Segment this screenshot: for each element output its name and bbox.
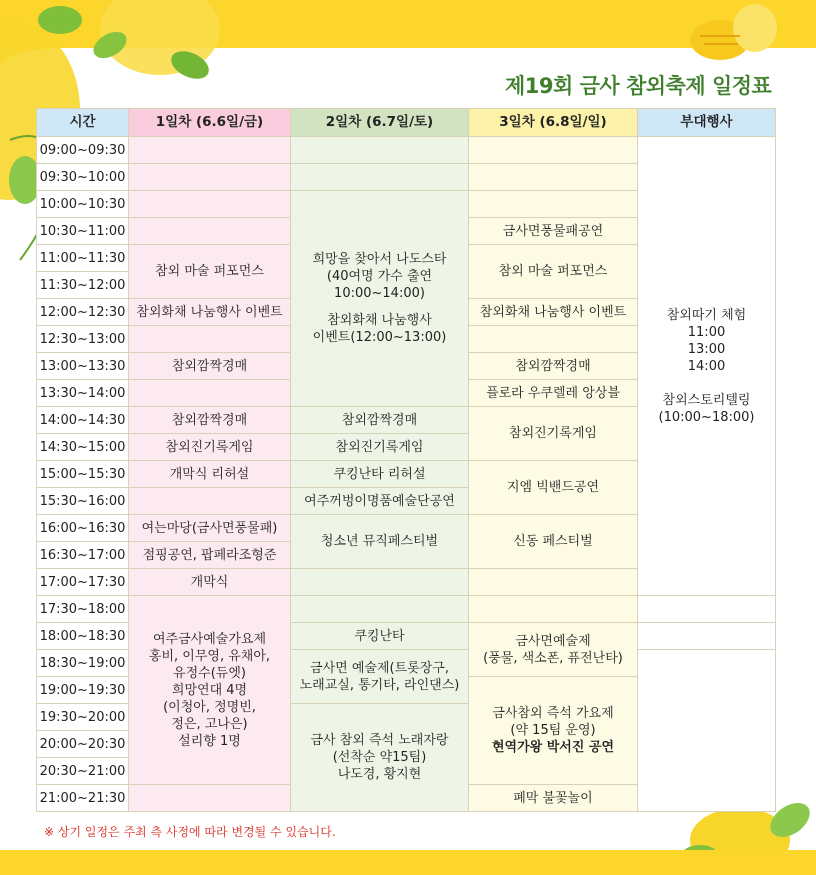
day2-yeoju: 여주꺼벙이명품예술단공연 [291,488,469,515]
day2-record: 참외진기록게임 [291,434,469,461]
header-time: 시간 [37,109,129,137]
time-cell: 13:30~14:00 [37,380,129,407]
side-picking: 참외따기 체험 [666,307,747,323]
schedule-table [36,108,776,812]
day3-art-festival [469,623,638,677]
day2-sharing-line2: 이벤트(12:00~13:00) [312,330,447,345]
time-cell: 18:00~18:30 [37,623,129,650]
time-cell: 16:30~17:00 [37,542,129,569]
time-cell: 12:00~12:30 [37,299,129,326]
header-day2: 2일차 (6.7일/토) [291,109,469,137]
day1-song-title: 여주금사예술가요제 [152,631,267,647]
day1-empty-cell [129,488,291,515]
time-cell: 11:00~11:30 [37,245,129,272]
day2-karaoke-line2: (선착순 약15팀) [332,750,427,765]
day1-opening-stage: 여는마당(금사면풍물패) [129,515,291,542]
day1-auction-2: 참외깜짝경매 [129,407,291,434]
day3-pungmul: 금사면풍물패공연 [469,218,638,245]
time-cell: 18:30~19:00 [37,650,129,677]
day1-song-festival [129,596,291,785]
header-side-events: 부대행사 [638,109,776,137]
side-time-2: 13:00 [687,341,726,357]
day1-auction: 참외깜짝경매 [129,353,291,380]
side-empty-cell [638,650,776,812]
day1-song-line6: 설리향 1명 [178,733,241,749]
day2-sharing-line1: 참외화채 나눔행사 [327,313,432,328]
day1-song-line4: (이청아, 정명빈, [163,699,256,715]
time-cell: 20:30~21:00 [37,758,129,785]
page-title: 제19회 금사 참외축제 일정표 [505,74,772,98]
time-cell: 10:00~10:30 [37,191,129,218]
day2-hope-line2: (40여명 가수 출연 [326,269,433,284]
time-cell: 19:30~20:00 [37,704,129,731]
day2-youth: 청소년 뮤직페스티벌 [291,515,469,569]
day2-hope-line3: 10:00~14:00) [334,286,425,301]
day2-art-line2: 노래교실, 통기타, 라인댄스) [299,677,460,693]
day1-empty-cell [129,785,291,812]
time-cell: 20:00~20:30 [37,731,129,758]
time-cell: 15:00~15:30 [37,461,129,488]
time-cell: 10:30~11:00 [37,218,129,245]
day3-magic: 참외 마술 퍼포먼스 [469,245,638,299]
day3-band: 지엠 빅밴드공연 [469,461,638,515]
day2-auction: 참외깜짝경매 [291,407,469,434]
day1-song-line3: 희망연대 4명 [171,682,248,698]
day1-magic: 참외 마술 퍼포먼스 [129,245,291,299]
time-cell: 14:30~15:00 [37,434,129,461]
day1-empty-cell [129,164,291,191]
day3-fireworks: 폐막 불꽃놀이 [469,785,638,812]
day3-empty-cell [469,596,638,623]
day3-empty-cell [469,164,638,191]
header-day3: 3일차 (6.8일/일) [469,109,638,137]
day1-empty-cell [129,380,291,407]
side-empty-cell [638,623,776,650]
day2-empty-cell [291,569,469,596]
header-day1: 1일차 (6.6일/금) [129,109,291,137]
time-cell: 09:00~09:30 [37,137,129,164]
side-time-3: 14:00 [687,358,726,374]
day1-song-line1: 홍비, 이무영, 유채아, [148,648,271,664]
day2-hope-star-cell [291,191,469,407]
day2-cooking: 쿠킹난타 [291,623,469,650]
schedule-change-note: ※ 상기 일정은 주최 측 사정에 따라 변경될 수 있습니다. [44,825,336,839]
melon-decoration-right [660,0,816,64]
side-empty-cell [638,596,776,623]
day2-karaoke-line3: 나도경, 황지현 [337,767,422,782]
day3-empty-cell [469,191,638,218]
day2-empty-cell [291,596,469,623]
day2-empty-cell [291,137,469,164]
day1-song-line5: 정은, 고나은) [171,716,248,732]
side-storytelling-time: (10:00~18:00) [658,409,755,425]
day2-art-festival [291,650,469,704]
day3-auction: 참외깜짝경매 [469,353,638,380]
day2-art-line1: 금사면 예술제(트롯장구, [310,660,449,676]
time-cell: 17:00~17:30 [37,569,129,596]
day2-cooking-rehearsal: 쿠킹난타 리허설 [291,461,469,488]
day3-song-line2: (약 15팀 운영) [510,723,596,738]
time-cell: 16:00~16:30 [37,515,129,542]
day1-song-line2: 유정수(듀엣) [173,665,246,681]
day1-empty-cell [129,218,291,245]
day1-empty-cell [129,326,291,353]
day1-jumping: 점핑공연, 팝페라조형준 [129,542,291,569]
day3-empty-cell [469,569,638,596]
day2-karaoke [291,704,469,812]
side-time-1: 11:00 [687,324,726,340]
header-row [37,109,776,137]
day3-sindong: 신동 페스티벌 [469,515,638,569]
time-cell: 17:30~18:00 [37,596,129,623]
day3-song-line1: 금사참외 즉석 가요제 [492,706,614,721]
time-cell: 12:30~13:00 [37,326,129,353]
time-cell: 21:00~21:30 [37,785,129,812]
day2-hope-line1: 희망을 찾아서 나도스타 [312,252,447,267]
side-storytelling: 참외스토리텔링 [662,392,751,408]
day3-record: 참외진기록게임 [469,407,638,461]
day3-art-line1: 금사면예술제 [515,633,591,649]
day2-empty-cell [291,164,469,191]
time-cell: 11:30~12:00 [37,272,129,299]
day3-sharing: 참외화채 나눔행사 이벤트 [469,299,638,326]
day1-empty-cell [129,191,291,218]
day1-rehearsal: 개막식 리허설 [129,461,291,488]
day3-flora: 플로라 우쿠렐레 앙상블 [469,380,638,407]
bottom-yellow-band [0,850,816,875]
time-cell: 14:00~14:30 [37,407,129,434]
day3-empty-cell [469,326,638,353]
day1-sharing: 참외화채 나눔행사 이벤트 [129,299,291,326]
day3-song-line3: 현역가왕 박서진 공연 [491,740,615,755]
day1-record: 참외진기록게임 [129,434,291,461]
day3-art-line2: (풍물, 색소폰, 퓨전난타) [483,650,623,666]
day2-karaoke-line1: 금사 참외 즉석 노래자랑 [310,733,449,748]
time-cell: 13:00~13:30 [37,353,129,380]
day3-song-festival [469,677,638,785]
table-row [37,137,776,164]
table-row [37,596,776,623]
time-cell: 09:30~10:00 [37,164,129,191]
time-cell: 15:30~16:00 [37,488,129,515]
side-events-cell [638,137,776,596]
day1-empty-cell [129,137,291,164]
day1-ceremony: 개막식 [129,569,291,596]
day3-empty-cell [469,137,638,164]
time-cell: 19:00~19:30 [37,677,129,704]
